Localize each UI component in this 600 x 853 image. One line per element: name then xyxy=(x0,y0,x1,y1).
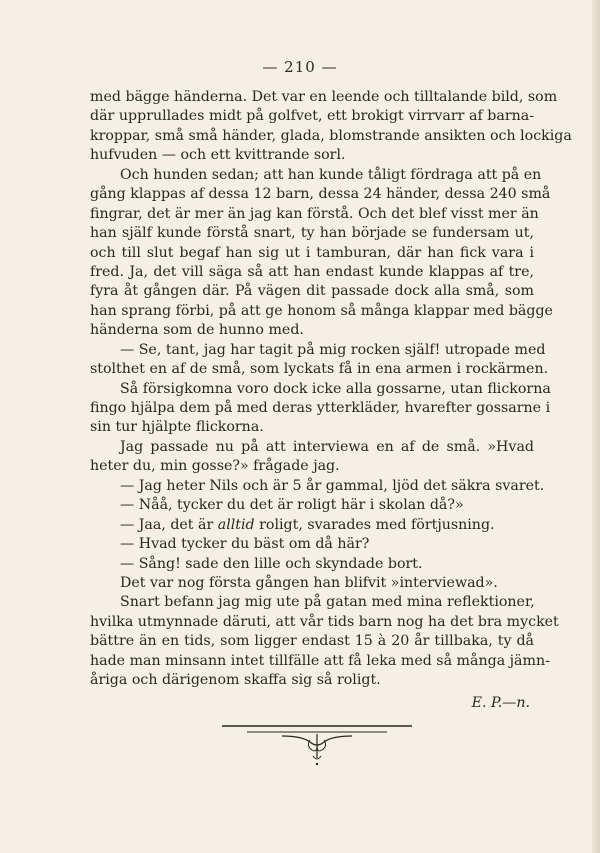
text-line: med bägge händerna. Det var en leende och tilltalande bild, som xyxy=(90,89,558,105)
text-line: stolthet en af de små, som lyckats få in ena armen i rockärmen. xyxy=(90,361,549,378)
text-line: Jag passade nu på att interviewa en af de små. »Hvad xyxy=(120,438,534,455)
text-line: Så försigkomna voro dock icke alla gossarne, utan flickorna xyxy=(120,380,551,397)
text-line: han sprang förbi, på att ge honom så många klappar med bägge xyxy=(90,302,553,319)
text-line: åriga och därigenom skaffa sig så roligt. xyxy=(90,672,381,689)
text-line: hufvuden — och ett kvittrande sorl. xyxy=(90,147,346,164)
page-number: — 210 — xyxy=(262,58,338,76)
text-line: fingrar, det är mer än jag kan förstå. Och det blef visst mer än xyxy=(90,205,539,222)
text-line: fingo hjälpa dem på med deras ytterkläder, hvarefter gossarne i xyxy=(90,400,551,416)
body-text xyxy=(90,88,572,713)
text-line: gång klappas af dessa 12 barn, dessa 24 händer, dessa 240 små xyxy=(90,186,551,203)
text-line: sin tur hjälpte flickorna. xyxy=(90,419,264,436)
text-line: hvilka utmynnade däruti, att vår tids barn nog ha det bra mycket xyxy=(90,613,559,630)
text-line: han själf kunde förstå snart, ty han började se fundersam ut, xyxy=(90,225,534,242)
text-line: fyra åt gången där. På vägen dit passade dock alla små, som xyxy=(90,283,534,300)
signature: E. P.—n. xyxy=(471,694,530,711)
text-line: — Hvad tycker du bäst om då här? xyxy=(120,536,370,553)
text-line: heter du, min gosse?» frågade jag. xyxy=(90,458,340,475)
text-line: fred. Ja, det vill säga så att han endast kunde klappas af tre, xyxy=(90,263,534,280)
text-line: — Jag heter Nils och är 5 år gammal, ljöd det säkra svaret. xyxy=(120,477,545,494)
ornament-divider-icon xyxy=(222,718,412,768)
text-line: — Nåå, tycker du det är roligt här i skolan då?» xyxy=(120,497,464,514)
text-line: — Se, tant, jag har tagit på mig rocken själf! utropade med xyxy=(120,341,546,358)
text-line: Snart befann jag mig ute på gatan med mina reflektioner, xyxy=(120,594,535,611)
page-edge xyxy=(592,0,600,853)
text-line: bättre än en tids, som ligger endast 15 à 20 år tillbaka, ty då xyxy=(90,633,534,650)
text-lines xyxy=(90,88,572,691)
text-line: händerna som de hunno med. xyxy=(90,322,304,339)
text-line: där upprullades midt på golfvet, ett brokigt virrvarr af barna- xyxy=(90,108,534,125)
text-line: Och hunden sedan; att han kunde tåligt fördraga att på en xyxy=(120,166,542,183)
text-line: — Jaa, det är alltid roligt, svarades med förtjusning. xyxy=(120,516,495,533)
text-line: hade man minsann intet tillfälle att få leka med så många jämn- xyxy=(90,652,550,669)
text-line: Det var nog första gången han blifvit »interviewad». xyxy=(120,574,498,591)
text-line: och till slut begaf han sig ut i tamburan, där han fick vara i xyxy=(90,244,534,261)
text-line: — Sång! sade den lille och skyndade bort. xyxy=(120,555,423,572)
text-line: kroppar, små små händer, glada, blomstrande ansikten och lockiga xyxy=(90,127,572,144)
